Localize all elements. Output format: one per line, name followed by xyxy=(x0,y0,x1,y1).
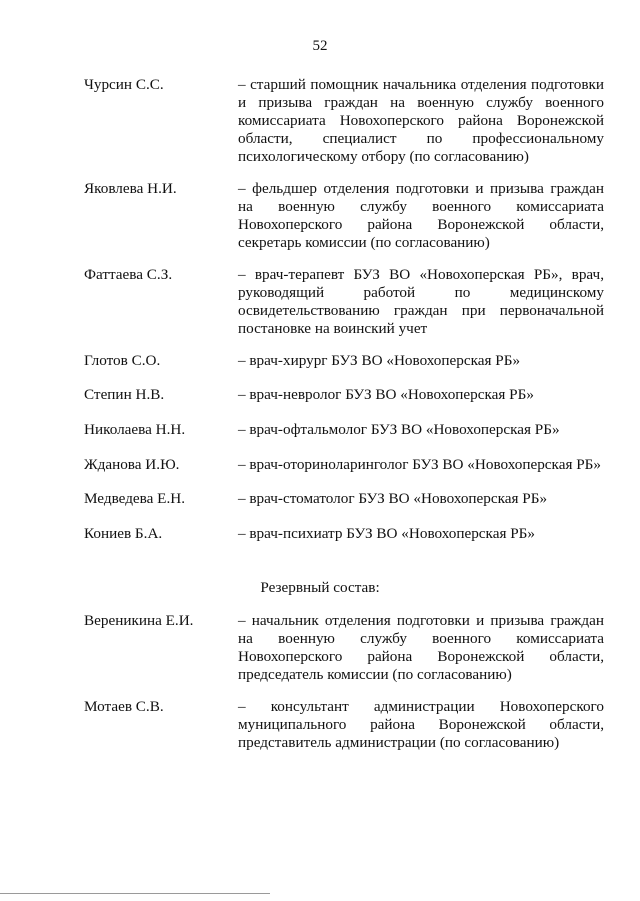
member-name: Фаттаева С.З. xyxy=(84,266,173,283)
member-role: – консультант администрации Новохоперского муниципального района Воронежской области, представитель администрации (по согласованию) xyxy=(238,698,604,751)
member-name: Глотов С.О. xyxy=(84,352,161,369)
member-role: – фельдшер отделения подготовки и призыва граждан на военную службу военного комиссариата Новохоперского района Воронежской области, секретарь комиссии (по согласованию) xyxy=(238,180,604,251)
member-role: – старший помощник начальника отделения подготовки и призыва граждан на военную службу военного комиссариата Новохоперского района Воронежской области, специалист по профессиональному психологическому отбору (по согласованию) xyxy=(238,76,604,165)
member-role: – врач-невролог БУЗ ВО «Новохоперская РБ» xyxy=(238,386,534,403)
member-role: – врач-офтальмолог БУЗ ВО «Новохоперская РБ» xyxy=(238,421,560,438)
member-name: Жданова И.Ю. xyxy=(84,456,180,473)
member-name: Николаева Н.Н. xyxy=(84,421,186,438)
member-name: Чурсин С.С. xyxy=(84,76,164,93)
bottom-divider xyxy=(0,893,270,894)
member-name: Яковлева Н.И. xyxy=(84,180,177,197)
member-role: – начальник отделения подготовки и призыва граждан на военную службу военного комиссариата Новохоперского района Воронежской области, председатель комиссии (по согласованию) xyxy=(238,612,604,683)
member-name: Мотаев С.В. xyxy=(84,698,164,715)
member-name: Вереникина Е.И. xyxy=(84,612,194,629)
member-role: – врач-стоматолог БУЗ ВО «Новохоперская РБ» xyxy=(238,490,548,507)
member-role: – врач-терапевт БУЗ ВО «Новохоперская РБ», врач, руководящий работой по медицинскому освидетельствованию граждан при первоначальной постановке на воинский учет xyxy=(238,266,604,337)
member-role: – врач-хирург БУЗ ВО «Новохоперская РБ» xyxy=(238,352,521,369)
member-role: – врач-оториноларинголог БУЗ ВО «Новохоперская РБ» xyxy=(238,456,601,473)
page-number: 52 xyxy=(312,38,328,54)
reserve-section-title: Резервный состав: xyxy=(260,579,380,596)
member-role: – врач-психиатр БУЗ ВО «Новохоперская РБ» xyxy=(238,525,535,542)
member-name: Медведева Е.Н. xyxy=(84,490,186,507)
member-name: Степин Н.В. xyxy=(84,386,165,403)
member-name: Кониев Б.А. xyxy=(84,525,163,542)
